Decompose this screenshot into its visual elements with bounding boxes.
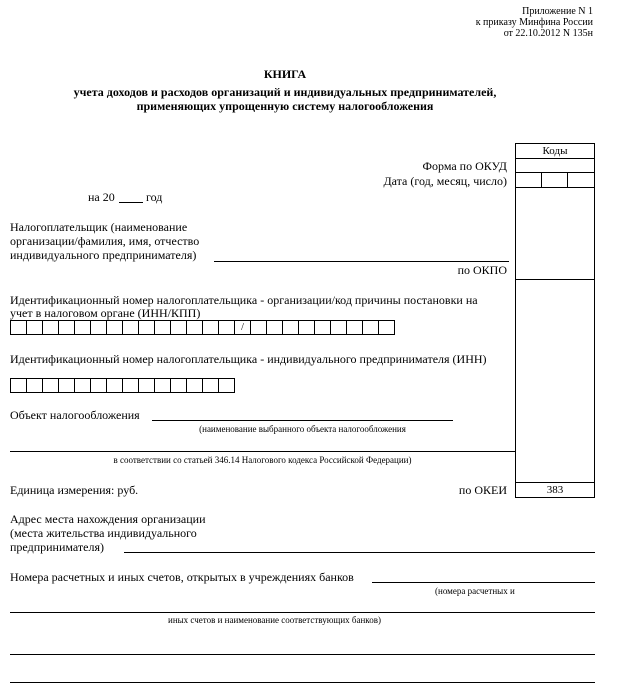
inn-ip-cells[interactable]: [10, 378, 235, 393]
kpp-cell[interactable]: [282, 320, 299, 335]
tax-object-input-line[interactable]: [152, 420, 453, 421]
year-prefix: на 20: [88, 190, 115, 204]
okpo-label: по ОКПО: [457, 263, 507, 277]
address-label-2: (места жительства индивидуального: [10, 526, 197, 540]
taxpayer-input-line[interactable]: [214, 261, 509, 262]
inn-ip-cell[interactable]: [74, 378, 91, 393]
inn-cell[interactable]: [138, 320, 155, 335]
accounts-label: Номера расчетных и иных счетов, открытых в учреждениях банков: [10, 570, 354, 584]
tax-object-label: Объект налогообложения: [10, 408, 140, 422]
okpo-code-line: [515, 279, 595, 280]
inn-cell[interactable]: [90, 320, 107, 335]
taxpayer-label-2: организации/фамилия, имя, отчество: [10, 234, 200, 248]
inn-kpp-cells[interactable]: [10, 320, 395, 335]
tax-object-basis: в соответствии со статьей 346.14 Налогового кодекса Российской Федерации): [113, 455, 412, 465]
inn-ip-cell[interactable]: [154, 378, 171, 393]
inn-ip-cell[interactable]: [42, 378, 59, 393]
inn-ip-cell[interactable]: [186, 378, 203, 393]
inn-ip-cell[interactable]: [218, 378, 235, 393]
inn-ip-cell[interactable]: [10, 378, 27, 393]
accounts-input-line-1[interactable]: [372, 582, 595, 583]
inn-cell[interactable]: [58, 320, 75, 335]
inn-ip-cell[interactable]: [138, 378, 155, 393]
kpp-cell[interactable]: [298, 320, 315, 335]
appendix-line-3: от 22.10.2012 N 135н: [503, 28, 593, 39]
address-label-1: Адрес места нахождения организации: [10, 512, 206, 526]
date-label: Дата (год, месяц, число): [383, 174, 507, 188]
inn-ip-cell[interactable]: [170, 378, 187, 393]
inn-cell[interactable]: [170, 320, 187, 335]
accounts-hint-2: иных счетов и наименование соответствующих банков): [168, 615, 381, 625]
okud-label: Форма по ОКУД: [422, 159, 507, 173]
tax-object-basis-line[interactable]: [10, 451, 515, 452]
appendix-block: [476, 6, 593, 39]
okud-code-cell[interactable]: [515, 158, 595, 173]
okei-code-cell: [515, 482, 595, 498]
taxpayer-label-1: Налогоплательщик (наименование: [10, 220, 188, 234]
year-suffix: год: [146, 190, 163, 204]
book-subtitle-2: применяющих упрощенную систему налогообложения: [136, 99, 434, 113]
address-label-3: предпринимателя): [10, 540, 104, 554]
book-title: КНИГА: [263, 67, 307, 81]
inn-ip-cell[interactable]: [26, 378, 43, 393]
inn-ip-cell[interactable]: [122, 378, 139, 393]
inn-cell[interactable]: [106, 320, 123, 335]
codes-header-cell: [515, 143, 595, 159]
inn-cell[interactable]: [186, 320, 203, 335]
inn-cell[interactable]: [42, 320, 59, 335]
kpp-cell[interactable]: [250, 320, 267, 335]
inn-ip-cell[interactable]: [58, 378, 75, 393]
kpp-cell[interactable]: [266, 320, 283, 335]
inn-ip-cell[interactable]: [106, 378, 123, 393]
inn-cell[interactable]: [74, 320, 91, 335]
book-subtitle-1: учета доходов и расходов организаций и индивидуальных предпринимателей,: [73, 85, 497, 99]
inn-cell[interactable]: [218, 320, 235, 335]
inn-cell[interactable]: [122, 320, 139, 335]
inn-ip-label: Идентификационный номер налогоплательщика - индивидуального предпринимателя (ИНН): [10, 352, 487, 366]
accounts-input-line-3[interactable]: [10, 654, 595, 655]
kpp-cell[interactable]: [330, 320, 347, 335]
kpp-cell[interactable]: [378, 320, 395, 335]
inn-ip-cell[interactable]: [90, 378, 107, 393]
inn-ip-cell[interactable]: [202, 378, 219, 393]
okei-label: по ОКЕИ: [458, 483, 507, 497]
accounts-input-line-4[interactable]: [10, 682, 595, 683]
accounts-hint-1: (номера расчетных и: [435, 586, 515, 596]
date-code-cell: [515, 172, 595, 188]
codes-column-body: [515, 187, 595, 483]
okei-value: 383: [546, 484, 564, 496]
inn-kpp-label-1: Идентификационный номер налогоплательщика - организации/код причины постановки на: [10, 293, 478, 307]
inn-kpp-label-2: учет в налоговом органе (ИНН/КПП): [10, 306, 201, 320]
inn-cell[interactable]: [26, 320, 43, 335]
inn-cell[interactable]: [154, 320, 171, 335]
accounts-input-line-2[interactable]: [10, 612, 595, 613]
kpp-cell[interactable]: [362, 320, 379, 335]
appendix-line-1: Приложение N 1: [522, 6, 593, 17]
tax-object-hint: (наименование выбранного объекта налогообложения: [199, 424, 406, 434]
date-divider-2: [567, 172, 568, 188]
codes-header: Коды: [542, 145, 568, 157]
year-input-line[interactable]: [119, 202, 143, 203]
kpp-cell[interactable]: [346, 320, 363, 335]
unit-label: Единица измерения: руб.: [10, 483, 139, 497]
inn-kpp-separator: /: [234, 320, 251, 335]
inn-cell[interactable]: [10, 320, 27, 335]
address-input-line[interactable]: [124, 552, 595, 553]
inn-cell[interactable]: [202, 320, 219, 335]
appendix-line-2: к приказу Минфина России: [475, 17, 593, 28]
taxpayer-label-3: индивидуального предпринимателя): [10, 248, 197, 262]
kpp-cell[interactable]: [314, 320, 331, 335]
date-divider-1: [541, 172, 542, 188]
